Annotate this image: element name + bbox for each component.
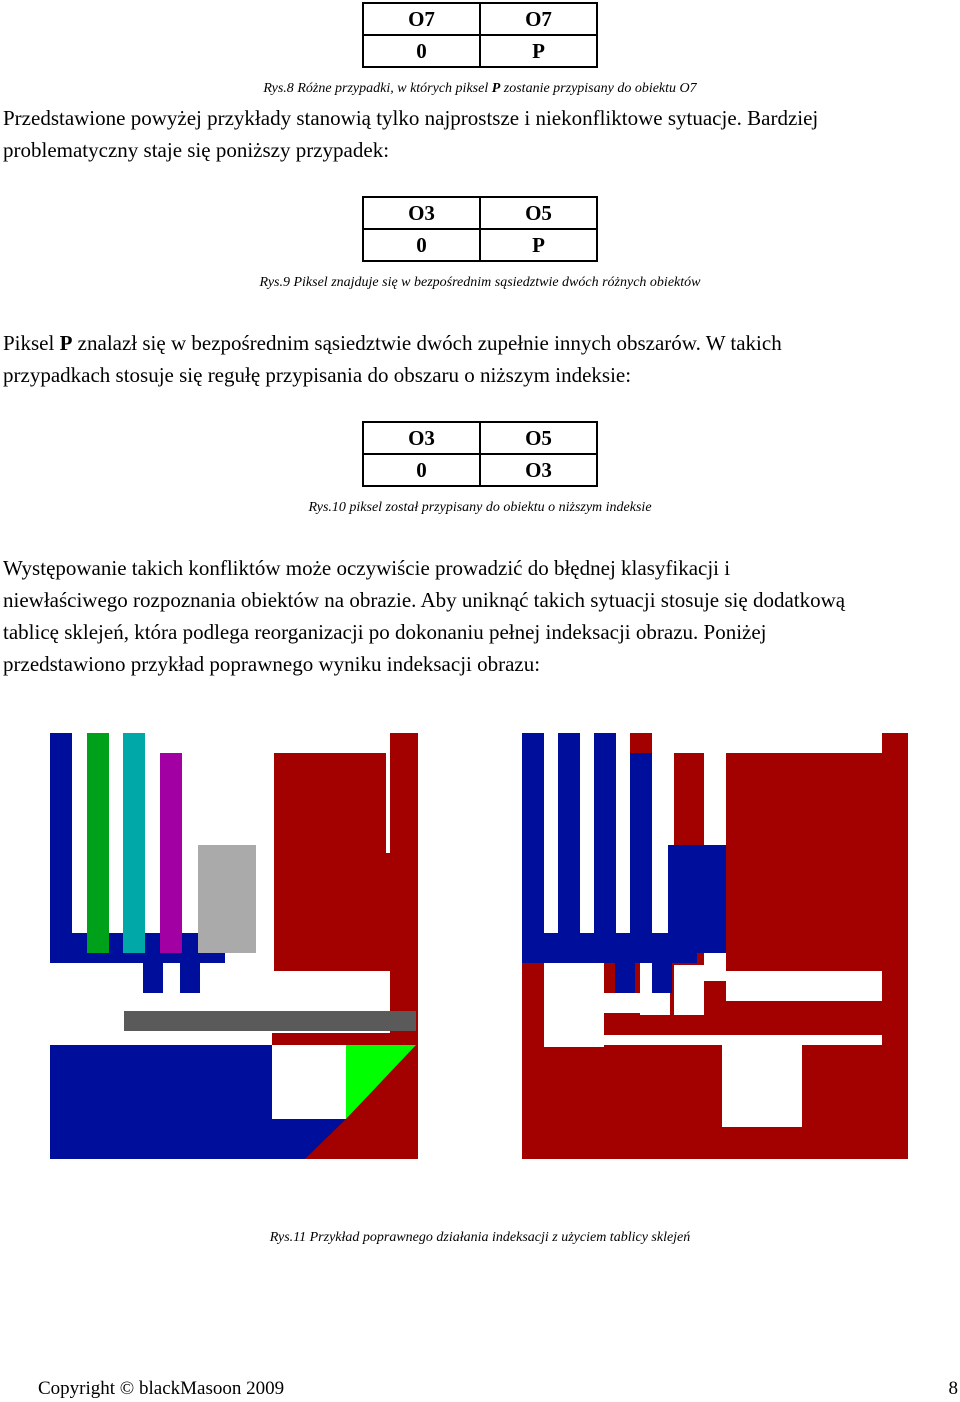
table3-cell: 0 bbox=[363, 454, 480, 486]
indexing-image-before bbox=[50, 733, 418, 1159]
blue-region bbox=[668, 845, 726, 953]
table2-cell: 0 bbox=[363, 229, 480, 261]
text-line: przypadkach stosuje się regułę przypisania do obszaru o niższym indeksie: bbox=[3, 363, 632, 387]
text-line: Piksel bbox=[3, 331, 60, 355]
table3-cell: O3 bbox=[363, 422, 480, 454]
dark-gray-region bbox=[124, 1011, 416, 1031]
blue-region bbox=[50, 1045, 272, 1159]
gap bbox=[544, 733, 558, 933]
caption-text: piksel został przypisany do obiektu o niższym indeksie bbox=[345, 500, 652, 515]
gap bbox=[604, 993, 640, 1013]
text-line: znalazł się w bezpośrednim sąsiedztwie dwóch zupełnie innych obszarów. W takich bbox=[72, 331, 782, 355]
caption-rys9 bbox=[0, 274, 960, 292]
text-bold: P bbox=[59, 331, 73, 355]
caption-rys8 bbox=[0, 80, 960, 98]
caption-bold: P bbox=[491, 81, 501, 96]
caption-number: Rys.11 bbox=[269, 1230, 307, 1245]
caption-number: Rys.10 bbox=[308, 500, 346, 515]
footer-page-number: 8 bbox=[948, 1378, 958, 1399]
cell-table-2 bbox=[362, 196, 598, 262]
table2-cell: O3 bbox=[363, 197, 480, 229]
table1-cell: O7 bbox=[363, 3, 480, 35]
text-line: Przedstawione powyżej przykłady stanowią tylko najprostsze i niekonfliktowe sytuacje. Bardziej bbox=[3, 106, 819, 130]
caption-rys11 bbox=[0, 1229, 960, 1247]
white-notch bbox=[272, 1045, 346, 1119]
text-line: tablicę sklejeń, która podlega reorganizacji po dokonaniu pełnej indeksacji obrazu. Poniżej bbox=[3, 620, 767, 644]
text-line: problematyczny staje się poniższy przypadek: bbox=[3, 138, 390, 162]
red-region bbox=[882, 733, 908, 1159]
table3-cell: O5 bbox=[480, 422, 597, 454]
caption-text: Różne przypadki, w których piksel bbox=[293, 81, 492, 96]
paragraph-glue-table bbox=[3, 552, 959, 680]
text-line: Występowanie takich konfliktów może oczywiście prowadzić do błędnej klasyfikacji i bbox=[3, 556, 731, 580]
footer-copyright: Copyright © blackMasoon 2009 bbox=[38, 1378, 285, 1399]
blue-region bbox=[615, 953, 635, 993]
blue-region bbox=[630, 753, 652, 953]
figure-indexing-before bbox=[50, 733, 908, 1159]
caption-rys10 bbox=[0, 499, 960, 517]
table2-cell: O5 bbox=[480, 197, 597, 229]
table1-cell: 0 bbox=[363, 35, 480, 67]
caption-text: zostanie przypisany do obiektu O7 bbox=[500, 81, 697, 96]
gap bbox=[596, 1035, 888, 1045]
blue-region bbox=[50, 733, 72, 963]
gap bbox=[674, 965, 704, 1015]
table1-cell: P bbox=[480, 35, 597, 67]
table2-cell: P bbox=[480, 229, 597, 261]
gap bbox=[616, 733, 630, 933]
gap bbox=[580, 733, 594, 933]
table3-cell: O3 bbox=[480, 454, 597, 486]
blue-region bbox=[558, 733, 580, 953]
gap bbox=[544, 1033, 596, 1047]
green-region bbox=[87, 733, 109, 953]
white-notch bbox=[722, 1045, 802, 1127]
indexing-image-after bbox=[522, 733, 908, 1159]
red-region bbox=[386, 853, 418, 971]
caption-number: Rys.9 bbox=[259, 275, 290, 290]
red-region bbox=[726, 753, 838, 971]
caption-text: Przykład poprawnego działania indeksacji z użyciem tablicy sklejeń bbox=[306, 1230, 691, 1245]
cell-table-3 bbox=[362, 421, 598, 487]
table1-cell: O7 bbox=[480, 3, 597, 35]
purple-region bbox=[160, 753, 182, 953]
gap bbox=[726, 971, 882, 1001]
red-region bbox=[838, 753, 882, 971]
gray-region bbox=[198, 845, 256, 953]
text-line: przedstawiono przykład poprawnego wyniku indeksacji obrazu: bbox=[3, 652, 541, 676]
cell-table-1 bbox=[362, 2, 598, 68]
blue-region bbox=[594, 733, 616, 953]
text-line: niewłaściwego rozpoznania obiektów na obrazie. Aby uniknąć takich sytuacji stosuje się dodatkową bbox=[3, 588, 846, 612]
caption-number: Rys.8 bbox=[263, 81, 294, 96]
gap bbox=[674, 733, 882, 753]
blue-region bbox=[180, 953, 200, 993]
paragraph-conflict bbox=[3, 327, 959, 391]
blue-region bbox=[522, 733, 544, 963]
teal-region bbox=[123, 733, 145, 953]
blue-region bbox=[143, 953, 163, 993]
blue-region bbox=[652, 953, 672, 993]
red-region bbox=[274, 753, 386, 971]
paragraph-intro bbox=[3, 102, 959, 166]
caption-text: Piksel znajduje się w bezpośrednim sąsiedztwie dwóch różnych obiektów bbox=[289, 275, 701, 290]
